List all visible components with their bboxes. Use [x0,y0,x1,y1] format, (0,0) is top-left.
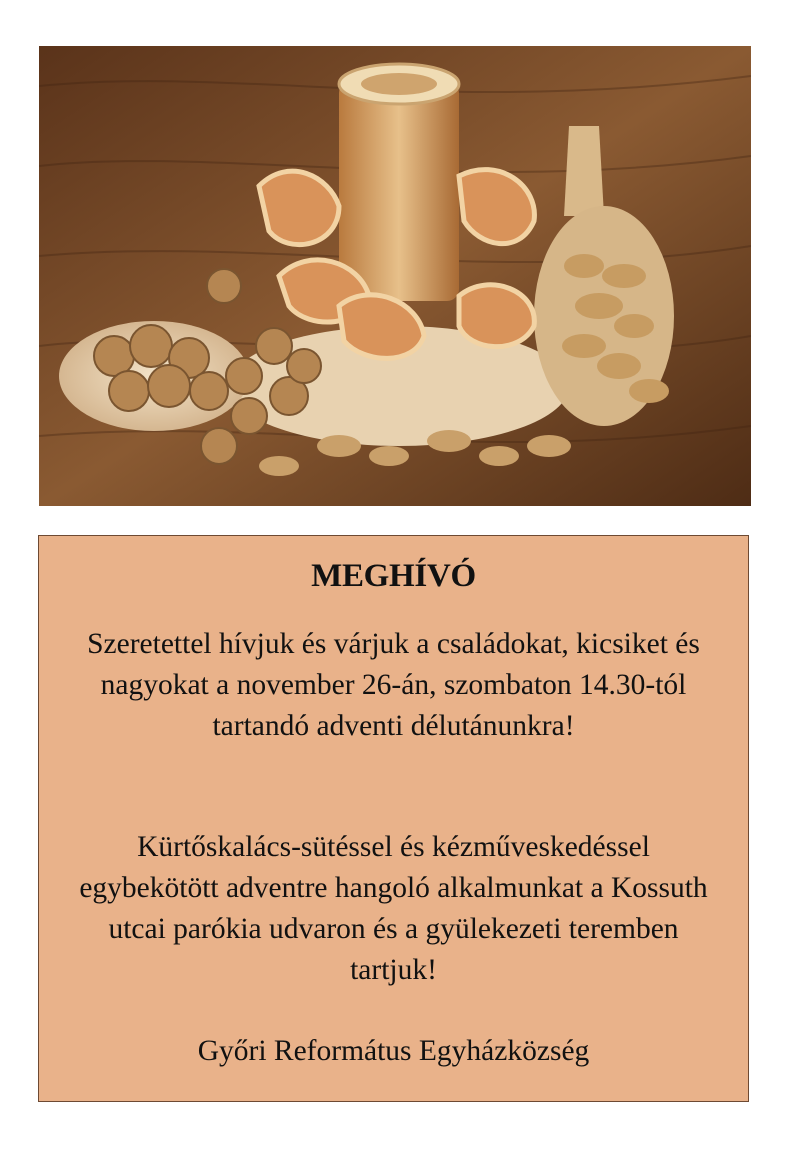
invitation-paragraph-2: Kürtőskalács-sütéssel és kézműveskedéssel egybekötött adventre hangoló alkalmunkat a Kossuth utcai parókia udvaron és a gyülekezeti teremben tartjuk! [79,831,708,986]
header-photo [39,46,751,506]
kurtoskalacs-cake [339,81,459,301]
invitation-card [38,535,749,1102]
invitation-signature: Győri Református Egyházközség [197,1035,590,1067]
kurtoskalacs-illustration [39,46,751,506]
invitation-paragraph-1: Szeretettel hívjuk és várjuk a családokat, kicsiket és nagyokat a november 26-án, szombaton 14.30-tól tartandó adventi délutánunkra! [87,628,700,742]
invitation-title: MEGHÍVÓ [311,558,476,594]
